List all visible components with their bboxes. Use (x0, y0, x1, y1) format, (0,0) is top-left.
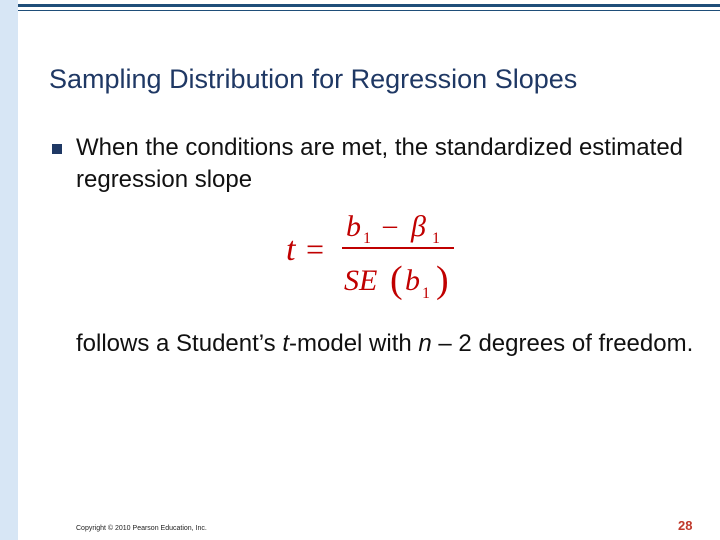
bullet-text: When the conditions are met, the standardized estimated regression slope (76, 134, 684, 193)
formula-num-b-sub: 1 (363, 230, 371, 247)
follow-t: t (282, 330, 290, 357)
follow-n: n (418, 330, 432, 357)
t-statistic-formula (280, 198, 480, 310)
formula-den-close: ) (436, 259, 449, 301)
follow-post: – 2 degrees of freedom. (431, 330, 694, 357)
formula-num-b: b (346, 210, 361, 243)
page-number: 28 (678, 518, 693, 533)
top-rule-thin (18, 10, 720, 11)
formula-num-beta-sub: 1 (432, 230, 440, 247)
formula-den-b: b (405, 264, 420, 297)
formula-den-b-sub: 1 (422, 285, 430, 302)
formula-minus: – (383, 210, 397, 241)
formula-den-se: SE (344, 264, 378, 297)
formula-t: t (286, 231, 296, 268)
formula-equals: = (306, 231, 325, 267)
left-decorative-bar (0, 0, 18, 540)
formula-num-beta: β (411, 210, 426, 243)
slide-title: Sampling Distribution for Regression Slopes (49, 64, 578, 94)
formula-den-open: ( (390, 259, 403, 301)
top-rule (18, 4, 720, 7)
follow-pre: follows a Student’s (76, 330, 283, 357)
copyright-footer: Copyright © 2010 Pearson Education, Inc. (76, 525, 207, 532)
follow-text (76, 328, 696, 360)
square-bullet-icon (52, 144, 62, 154)
follow-mid: -model with (289, 330, 419, 357)
